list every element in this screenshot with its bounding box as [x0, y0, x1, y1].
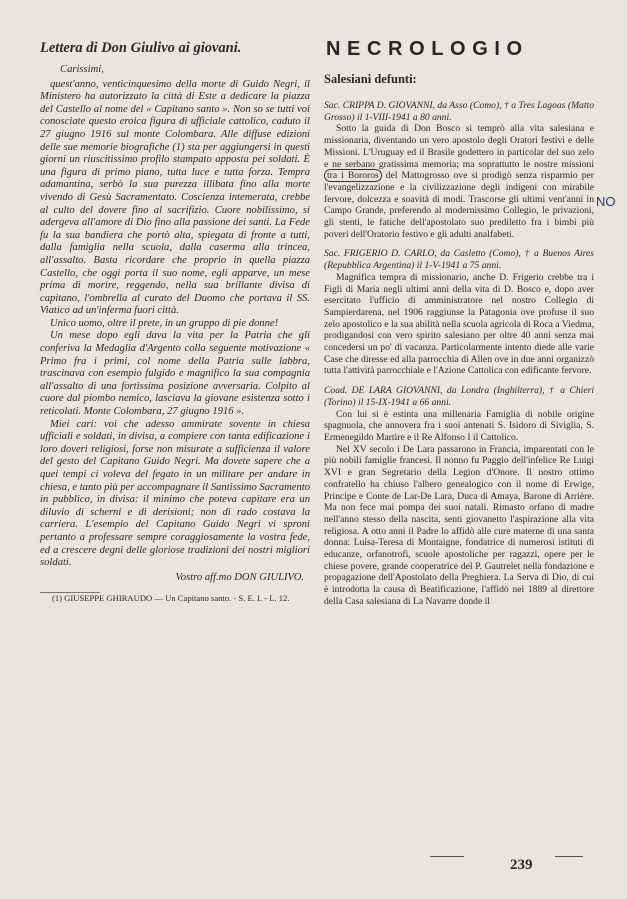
letter-signature: Vostro aff.mo DON GIULIVO. — [175, 571, 304, 583]
obituary-1-body — [324, 123, 594, 240]
obituary-3-body-2: Nel XV secolo i De Lara passarono in Francia, imparentati con le più nobili famiglie francesi. Il nonno fu Paggio dell'infelice Re Luigi XVI e gran Segretario della Legion d'Onore. Il nostro ottimo confratello ha chiuso l'albero genealogico con il nome di Erwige, Principe e Conte de Lar-De Lara, Duca di Amaya, Barone di Arrière. Ma non fece mai pompa dei suoi natali. Rimasto orfano di madre nell'anno stesso della nascita, senti giovanetto l'aspirazione alla vita religiosa. A otto anni il Padre lo affidò alle cure materne di una santa donna: Luisa-Teresa di Montaigne, fondatrice di numerosi istituti di educanze, orfanotrofi, scuole apostoliche per ragazzi, opere per le chiese povere, grande cooperatrice del P. Gautrelet nella fondazione e propagazione dell'Apostolato della Preghiera. La Serva di Dio, di cui è introdotta la causa di Beatificazione, l'affidò nel 1889 al direttore della Casa salesiana di La Navarre donde il — [324, 443, 594, 607]
decorative-dash-right — [555, 856, 583, 857]
letter-paragraph-1: quest'anno, venticinquesimo della morte di Guido Negri, il Ministero ha autorizzato la città di Este a dedicare la piazza del Castello al nome del « Capitano santo ». Non so se tutti voi conosciate questo eroica figura di ufficiale cattolico, caduto il 27 giugno 1916 sul monte Colombara. Alle diffuse edizioni delle sue memorie biografiche (1) sta per aggiungersi in questi giorni un riuscitissimo profilo stampato apposta pei soldati. È una figura di primo piano, tutta luce e tutta forza. Tempra adamantina, serbò la sua purezza illibata fino alla morte vivendo di Gesù Sacramentato. Coscienza intemerata, crebbe al culto del dovere fino al sacrifizio. Cuore nobilissimo, si adergeva all'amore di Dio fino alla passione dei santi. La Fede fu la sua bandiera che portò alta, spiegata di fronte a tutti, dalla famiglia nella scuola, dalla caserma alla trincea, all'assalto. Basta ricordare che proprio in quella piazza Castello, che oggi porta il suo nome, egli apparve, un mese prima di morire, reggendo, nella sua brillante divisa di capitano, l'ombrella al curato del Duomo che portava il SS. Viatico ad un'inferma fuori città. — [40, 78, 310, 317]
obituary-2-body: Magnifica tempra di missionario, anche D. Frigerio crebbe tra i Figli di Maria negli ultimi anni della vita di D. Bosco e, dopo aver esercitato l'ufficio di amministratore nel nostro Collegio di Sampierdarena, nel 1906 raggiunse la Patagonia ove profuse il suo zelo apostolico e la sua abilità nella scuola agricola di Roca a Viedma, prodigandosi con vero spirito salesiano per oltre 40 anni senza mai concedersi un po' di vacanza. Particolarmente intento diede alle varie Case che diresse ed alla parrocchia di Allen ove in due anni organizzò tutta l'attività parrocchiale e l'Azione Cattolica con edificante fervore. — [324, 271, 594, 377]
necrology-title: NECROLOGIO — [326, 38, 529, 60]
obituary-1-body-a: Sotto la guida di Don Bosco si temprò alla vita salesiana e missionaria, diventando un vero apostolo degli Oratori festivi e delle Missioni. L'Uruguay ed il Brasile godettero in particolar del suo zelo e ne serbano gratissima memoria; ma soprattutto le nostre missioni — [324, 123, 594, 170]
letter-paragraph-3: Un mese dopo egli dava la vita per la Patria che gli conferiva la Medaglia d'Argento colla seguente motivazione « Primo fra i primi, col nome della Patria sulle labbra, trascinava con esempio fulgido e magnifico la sua compagnia all'assalto di una fortissima posizione avversaria. Colpito al cuore dal piombo nemico, lasciava la giovane esistenza sotto i reticolati. Monte Colombara, 27 giugno 1916 ». — [40, 330, 310, 418]
decorative-dash-left — [430, 856, 464, 857]
page-number: 239 — [510, 857, 533, 873]
necrology-subtitle: Salesiani defunti: — [324, 72, 417, 86]
circled-phrase: tra i Bororos — [324, 169, 382, 182]
footnote: (1) GIUSEPPE GHIRAUDO — Un Capitano santo. - S. E. I. - L. 12. — [52, 593, 290, 604]
obituary-3-heading — [324, 385, 594, 408]
letter-title: Lettera di Don Giulivo ai giovani. — [40, 40, 242, 56]
handwritten-margin-note: NO — [596, 194, 616, 209]
obituary-3-heading-text: Coad. DE LARA GIOVANNI, da Londra (Inghilterra), † a Chieri (Torino) il 15-IX-1941 a 66 anni. — [324, 385, 594, 408]
letter-column — [40, 64, 310, 604]
obituary-2-heading — [324, 248, 594, 271]
obituary-1-heading — [324, 100, 594, 123]
obituary-1-body-b: del Mattogrosso ove si prodigò senza risparmio per l'evangelizzazione e la civilizzazione degli indigeni con mirabile fervore, dolcezza e soavità di modi. Trascorse gli ultimi vent'anni in Campo Grande, preferendo al modernissimo Collegio, le privazioni, gli stenti, le fatiche dell'apostolato suo prediletto fra i bimbi più poveri dell'Oratorio festivo e gli adulti analfabeti. — [324, 170, 594, 240]
letter-salutation: Carissimi, — [60, 64, 104, 75]
obituary-1-heading-text: Sac. CRIPPA D. GIOVANNI, da Asso (Como), † a Tres Lagoas (Matto Grosso) il 1-VIII-1941 a 80 anni. — [324, 100, 594, 123]
necrology-column — [324, 92, 594, 608]
letter-paragraph-4: Miei cari: voi che adesso ammirate sovente in chiesa ufficiali e soldati, in divisa, a compiere con tanta edificazione i loro doveri religiosi, forse non misurate a sufficienza il valore del gesto del Capitano Guido Negri. Ma dovete sapere che a quei tempi ci voleva del fegato in un militare per andare in chiesa, e tanto più per accompagnare il Santissimo Sacramento in pubblico, in divisa: il minimo che poteva capitare era un diluvio di scherni e di derisioni; non di rado costava la carriera. L'esempio del Capitano Guido Negri vi sproni pertanto a professare sempre coraggiosamente la vostra fede, ed a crescere degni delle gloriose tradizioni dei nostri migliori soldati. — [40, 418, 311, 569]
letter-paragraph-2: Unico uomo, oltre il prete, in un gruppo di pie donne! — [50, 317, 279, 329]
obituary-3-body-1: Con lui si è estinta una millenaria Famiglia di nobile origine spagnuola, che annovera fra i suoi antenati S. Isidoro di Siviglia, S. Ermenegildo Martire e il Re Alfonso I il Cattolico. — [324, 408, 594, 443]
obituary-2-heading-text: Sac. FRIGERIO D. CARLO, da Casletto (Como), † a Buenos Aires (Repubblica Argentina) il 1-V-1941 a 75 anni. — [324, 248, 594, 272]
